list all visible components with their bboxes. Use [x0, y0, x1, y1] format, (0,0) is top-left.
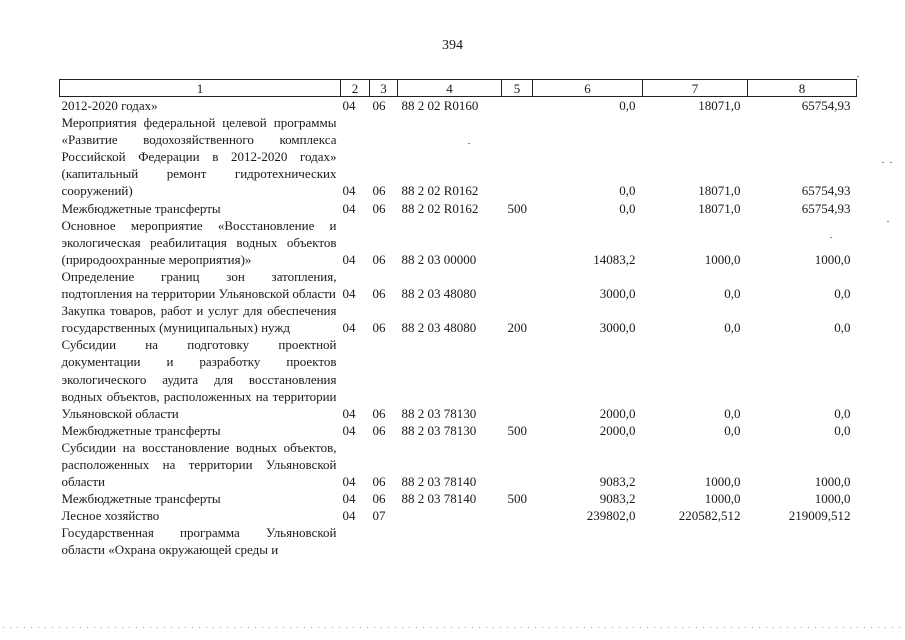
amount-year2-cell: 18071,0 [698, 98, 741, 113]
amount-year3-cell: 1000,0 [814, 474, 851, 490]
expense-type-cell [502, 114, 533, 199]
column-header: 8 [748, 80, 857, 97]
target-article-cell: 88 2 03 48080 [401, 286, 477, 302]
expense-type-cell [502, 217, 533, 268]
section-code-cell: 04 [342, 200, 356, 216]
table-row [60, 336, 857, 421]
scan-speck [830, 237, 832, 238]
subsection-code-cell: 06 [372, 422, 386, 438]
amount-year1-cell: 0,0 [619, 98, 636, 113]
row-name-cell: Межбюджетные трансферты [61, 422, 221, 438]
section-code-cell: 04 [342, 98, 356, 113]
column-header: 3 [370, 80, 398, 97]
target-article-cell: 88 2 03 78130 [401, 422, 477, 438]
amount-year3-cell: 65754,93 [801, 183, 851, 199]
amount-year3-cell: 1000,0 [814, 251, 851, 267]
table-row [60, 200, 857, 217]
amount-year2-cell: 18071,0 [698, 200, 741, 216]
section-code-cell: 04 [342, 405, 356, 421]
scan-speck [857, 76, 859, 77]
table-row [60, 97, 857, 115]
subsection-code-cell: 06 [372, 183, 386, 199]
header-row [60, 80, 857, 97]
subsection-code-cell: 06 [372, 286, 386, 302]
expense-type-cell [502, 439, 533, 490]
row-name-cell: Субсидии на восстановление водных объектов, расположенных на территории Ульяновской области [61, 439, 337, 490]
expense-type-cell: 500 [507, 422, 527, 438]
scan-speck [887, 221, 889, 222]
amount-year1-cell: 3000,0 [599, 320, 636, 336]
column-header: 5 [502, 80, 533, 97]
target-article-cell: 88 2 02 R0162 [401, 183, 479, 199]
row-name-cell: Государственная программа Ульяновской области «Охрана окружающей среды и [61, 525, 337, 558]
amount-year3-cell: 219009,512 [788, 508, 851, 524]
target-article-cell: 88 2 02 R0162 [401, 200, 479, 216]
amount-year2-cell: 1000,0 [704, 474, 741, 490]
subsection-code-cell: 06 [372, 405, 386, 421]
subsection-code-cell: 06 [372, 251, 386, 267]
amount-year2-cell: 1000,0 [704, 251, 741, 267]
row-name-cell: 2012-2020 годах» [61, 98, 158, 113]
subsection-code-cell [370, 524, 398, 558]
target-article-cell: 88 2 03 48080 [401, 320, 477, 336]
expense-type-cell: 500 [507, 200, 527, 216]
table-row [60, 422, 857, 439]
expense-type-cell [502, 507, 533, 524]
amount-year3-cell: 0,0 [834, 320, 851, 336]
amount-year3-cell: 0,0 [834, 422, 851, 438]
amount-year2-cell: 220582,512 [678, 508, 741, 524]
amount-year3-cell [748, 524, 857, 558]
amount-year2-cell: 0,0 [724, 422, 741, 438]
section-code-cell: 04 [342, 286, 356, 302]
amount-year3-cell: 0,0 [834, 286, 851, 302]
table-row [60, 507, 857, 524]
amount-year1-cell: 14083,2 [593, 251, 636, 267]
target-article-cell: 88 2 03 78140 [401, 491, 477, 507]
amount-year1-cell: 239802,0 [586, 508, 636, 524]
amount-year2-cell [643, 524, 748, 558]
amount-year1-cell: 0,0 [619, 200, 636, 216]
budget-table [59, 79, 857, 559]
subsection-code-cell: 06 [372, 474, 386, 490]
expense-type-cell [502, 268, 533, 302]
scan-speck [468, 143, 470, 144]
section-code-cell: 04 [342, 422, 356, 438]
table-row [60, 268, 857, 302]
amount-year1-cell: 9083,2 [599, 474, 636, 490]
table-row [60, 439, 857, 490]
row-name-cell: Субсидии на подготовку проектной документации и разработку проектов экологического аудита для восстановления водных объектов, расположенных на территории Ульяновской области [61, 337, 337, 421]
amount-year1-cell: 0,0 [619, 183, 636, 199]
amount-year3-cell: 0,0 [834, 405, 851, 421]
expense-type-cell [502, 524, 533, 558]
table-header [60, 80, 857, 97]
scan-speck [882, 162, 884, 163]
section-code-cell: 04 [342, 251, 356, 267]
subsection-code-cell: 06 [372, 98, 386, 113]
amount-year3-cell: 1000,0 [814, 491, 851, 507]
expense-type-cell: 500 [507, 491, 527, 507]
subsection-code-cell: 06 [372, 200, 386, 216]
row-name-cell: Межбюджетные трансферты [61, 200, 221, 216]
amount-year2-cell: 0,0 [724, 405, 741, 421]
row-name-cell: Мероприятия федеральной целевой программы «Развитие водохозяйственного комплекса Российской Федерации в 2012-2020 годах» (капитальный ремонт гидротехнических сооружений) [61, 115, 337, 199]
table-row [60, 490, 857, 507]
section-code-cell: 04 [342, 491, 356, 507]
amount-year1-cell: 3000,0 [599, 286, 636, 302]
expense-type-cell [502, 97, 533, 115]
row-name-cell: Межбюджетные трансферты [61, 491, 221, 507]
table-row [60, 114, 857, 199]
page-number: 394 [442, 38, 463, 53]
subsection-code-cell: 07 [372, 508, 386, 524]
row-name-cell: Основное мероприятие «Восстановление и экологическая реабилитация водных объектов (природоохранные мероприятия)» [61, 217, 337, 267]
target-article-cell [398, 507, 502, 524]
target-article-cell: 88 2 03 78140 [401, 474, 477, 490]
table-row [60, 217, 857, 268]
table-row [60, 302, 857, 336]
amount-year1-cell [533, 524, 643, 558]
amount-year2-cell: 0,0 [724, 286, 741, 302]
expense-type-cell [502, 336, 533, 421]
target-article-cell: 88 2 03 78130 [401, 405, 477, 421]
column-header: 6 [533, 80, 643, 97]
amount-year3-cell: 65754,93 [801, 200, 851, 216]
table-row [60, 524, 857, 558]
section-code-cell: 04 [342, 183, 356, 199]
row-name-cell: Определение границ зон затопления, подтопления на территории Ульяновской области [61, 268, 337, 302]
target-article-cell: 88 2 03 00000 [401, 251, 477, 267]
amount-year1-cell: 2000,0 [599, 405, 636, 421]
section-code-cell: 04 [342, 320, 356, 336]
row-name-cell: Закупка товаров, работ и услуг для обеспечения государственных (муниципальных) нужд [61, 303, 337, 336]
column-header: 7 [643, 80, 748, 97]
scan-speck [890, 162, 892, 163]
target-article-cell: 88 2 02 R0160 [401, 98, 479, 113]
subsection-code-cell: 06 [372, 320, 386, 336]
section-code-cell: 04 [342, 508, 356, 524]
subsection-code-cell: 06 [372, 491, 386, 507]
section-code-cell [341, 524, 370, 558]
table-body [60, 97, 857, 559]
scan-noise-strip [0, 626, 905, 629]
amount-year1-cell: 9083,2 [599, 491, 636, 507]
expense-type-cell: 200 [507, 320, 527, 336]
column-header: 4 [398, 80, 502, 97]
column-header: 1 [60, 80, 341, 97]
amount-year2-cell: 1000,0 [704, 491, 741, 507]
amount-year2-cell: 18071,0 [698, 183, 741, 199]
column-header: 2 [341, 80, 370, 97]
amount-year3-cell: 65754,93 [801, 98, 851, 113]
target-article-cell [398, 524, 502, 558]
section-code-cell: 04 [342, 474, 356, 490]
amount-year1-cell: 2000,0 [599, 422, 636, 438]
row-name-cell: Лесное хозяйство [61, 508, 160, 524]
amount-year2-cell: 0,0 [724, 320, 741, 336]
